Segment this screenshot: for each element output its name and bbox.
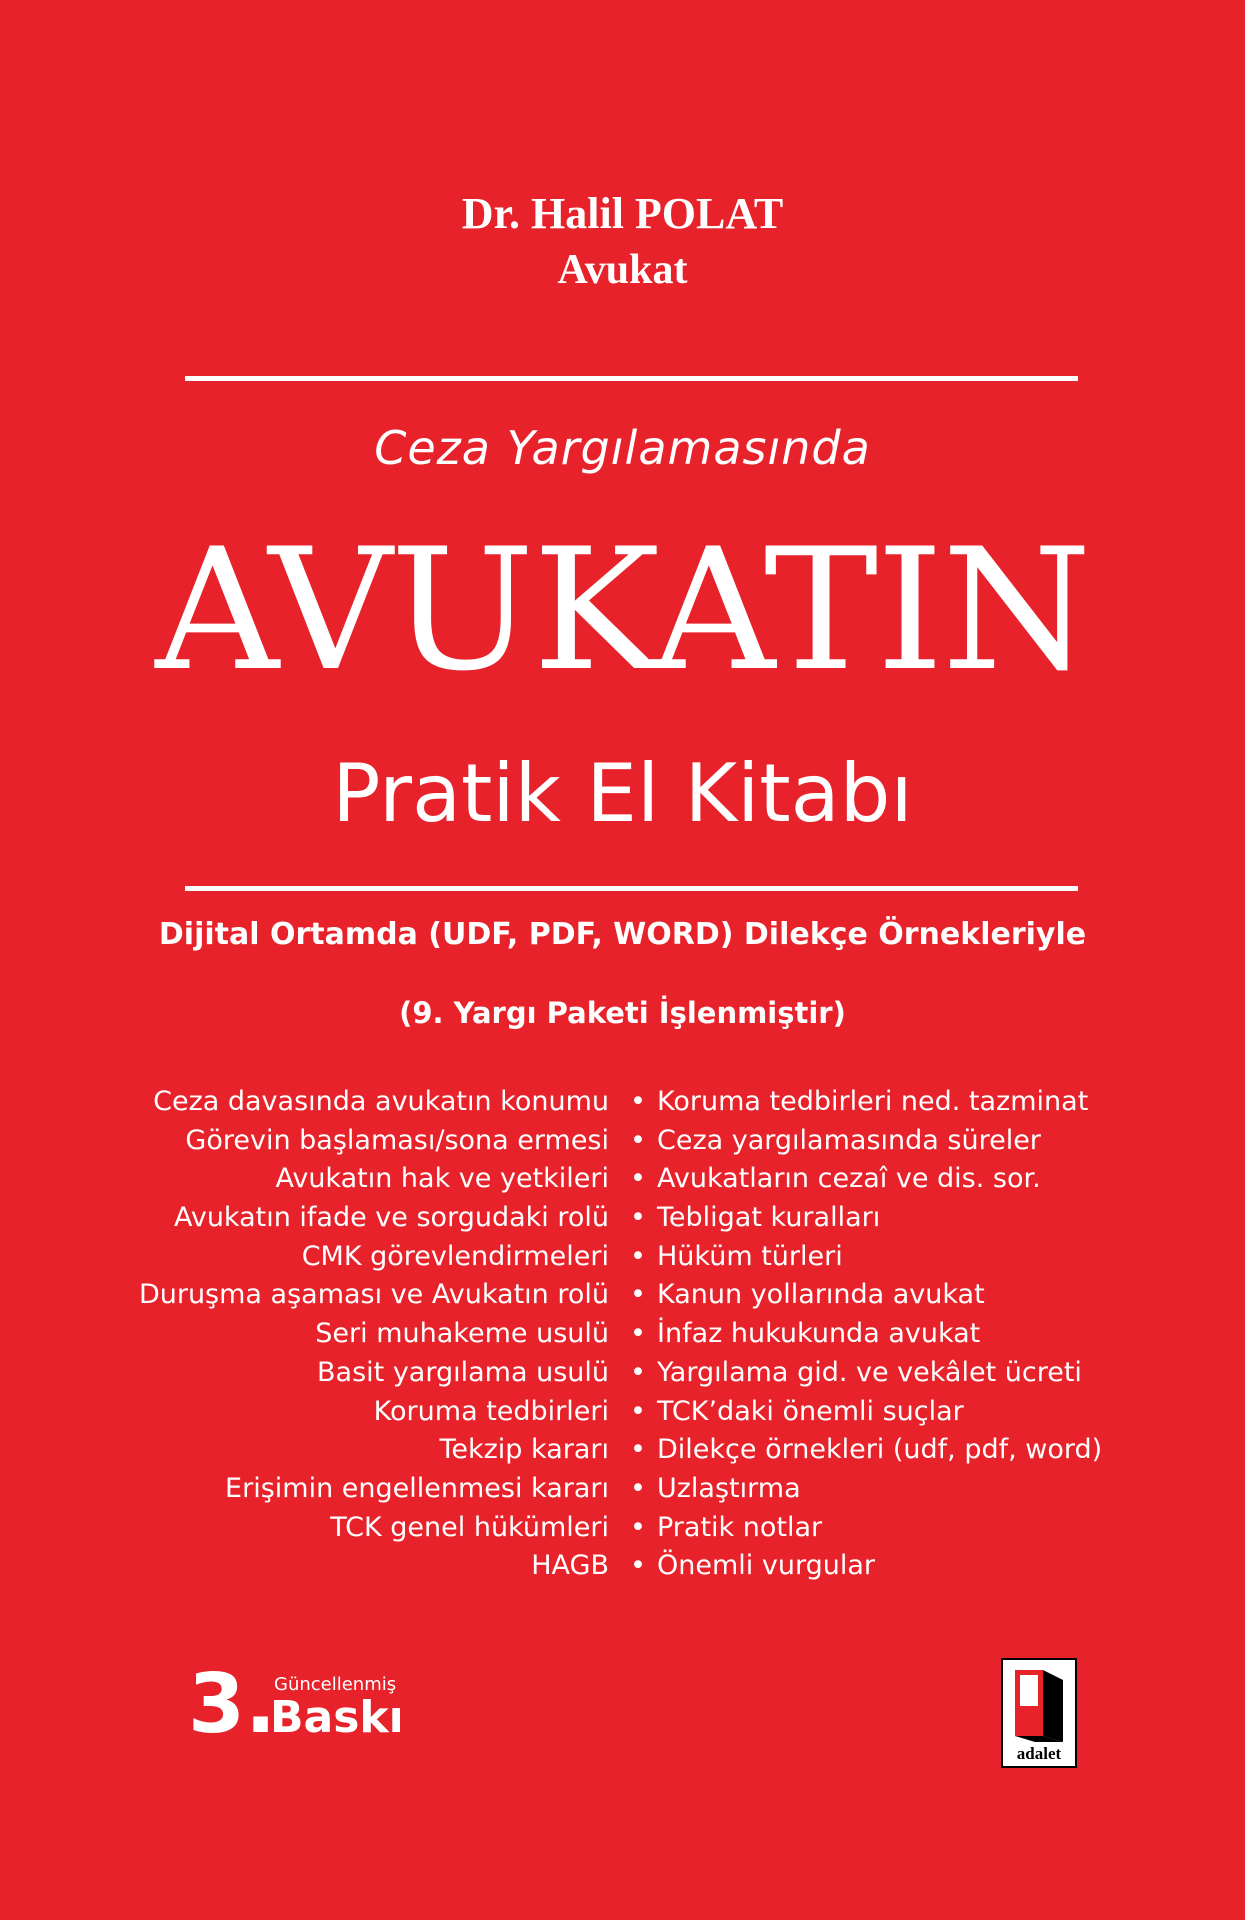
topic-left: Görevin başlaması/sona ermesi — [185, 1124, 609, 1156]
topic-right: TCK’daki önemli suçlar — [657, 1395, 964, 1427]
topic-row — [0, 1470, 1245, 1509]
topic-left: HAGB — [531, 1550, 609, 1582]
topic-row — [0, 1238, 1245, 1277]
bullet-icon: • — [630, 1240, 646, 1272]
bottom-divider — [185, 886, 1078, 891]
edition-updated: Güncellenmiş — [274, 1674, 397, 1695]
topic-right: Önemli vurgular — [657, 1550, 875, 1582]
topic-row — [0, 1393, 1245, 1432]
topic-row — [0, 1276, 1245, 1315]
author-title: Avukat — [557, 247, 688, 293]
topic-row — [0, 1547, 1245, 1586]
pre-title: Ceza Yargılamasında — [374, 421, 871, 475]
topic-right: Yargılama gid. ve vekâlet ücreti — [657, 1356, 1082, 1388]
tagline: Dijital Ortamda (UDF, PDF, WORD) Dilekçe Örnekleriyle — [158, 917, 1087, 952]
topic-left: Basit yargılama usulü — [317, 1356, 609, 1388]
topic-row — [0, 1160, 1245, 1199]
top-divider — [185, 376, 1078, 381]
topic-row — [0, 1354, 1245, 1393]
book-title: AVUKATIN — [155, 512, 1090, 708]
publisher-logo — [1001, 1658, 1077, 1768]
bullet-icon: • — [630, 1472, 646, 1504]
topic-right: Koruma tedbirleri ned. tazminat — [657, 1086, 1089, 1117]
topic-row — [0, 1431, 1245, 1470]
book-subtitle: Pratik El Kitabı — [332, 747, 913, 840]
topic-row — [0, 1509, 1245, 1548]
topic-left: CMK görevlendirmeleri — [301, 1240, 609, 1272]
topic-right: Hüküm türleri — [657, 1240, 843, 1272]
topic-row — [0, 1199, 1245, 1238]
topic-right: Dilekçe örnekleri (udf, pdf, word) — [657, 1434, 1103, 1466]
topic-right: İnfaz hukukunda avukat — [657, 1318, 981, 1350]
bullet-icon: • — [630, 1279, 646, 1311]
topic-left: Tekzip kararı — [439, 1434, 609, 1466]
topic-left: Avukatın hak ve yetkileri — [275, 1163, 609, 1195]
topic-right: Ceza yargılamasında süreler — [657, 1124, 1041, 1156]
bullet-icon: • — [630, 1163, 646, 1195]
bullet-icon: • — [630, 1318, 646, 1350]
author-name: Dr. Halil POLAT — [461, 189, 784, 238]
book-logo-icon — [1011, 1666, 1067, 1744]
topic-row — [0, 1083, 1245, 1122]
topic-left: TCK genel hükümleri — [330, 1511, 609, 1543]
bullet-icon: • — [630, 1395, 646, 1427]
topic-left: Avukatın ifade ve sorgudaki rolü — [173, 1202, 609, 1234]
topic-row — [0, 1122, 1245, 1161]
publisher-name: adalet — [1016, 1744, 1062, 1763]
bullet-icon: • — [630, 1434, 646, 1466]
topic-right: Avukatların cezaî ve dis. sor. — [657, 1163, 1041, 1195]
edition-label: Baskı — [270, 1692, 404, 1743]
topic-left: Seri muhakeme usulü — [315, 1318, 609, 1350]
topic-left: Koruma tedbirleri — [373, 1395, 609, 1427]
topic-left: Erişimin engellenmesi kararı — [225, 1472, 609, 1504]
topic-row — [0, 1315, 1245, 1354]
package-note: (9. Yargı Paketi İşlenmiştir) — [399, 996, 846, 1030]
edition-badge — [188, 1657, 448, 1760]
topic-left: Duruşma aşaması ve Avukatın rolü — [138, 1279, 609, 1311]
bullet-icon: • — [630, 1550, 646, 1582]
edition-number: 3. — [188, 1657, 277, 1752]
bullet-icon: • — [630, 1124, 646, 1156]
bullet-icon: • — [630, 1086, 646, 1117]
topic-list — [0, 1083, 1245, 1586]
bullet-icon: • — [630, 1356, 646, 1388]
topic-right: Pratik notlar — [657, 1511, 823, 1543]
topic-left: Ceza davasında avukatın konumu — [153, 1086, 609, 1117]
topic-right: Tebligat kuralları — [657, 1202, 881, 1234]
bullet-icon: • — [630, 1511, 646, 1543]
bullet-icon: • — [630, 1202, 646, 1234]
topic-right: Uzlaştırma — [657, 1472, 801, 1504]
topic-right: Kanun yollarında avukat — [657, 1279, 985, 1311]
